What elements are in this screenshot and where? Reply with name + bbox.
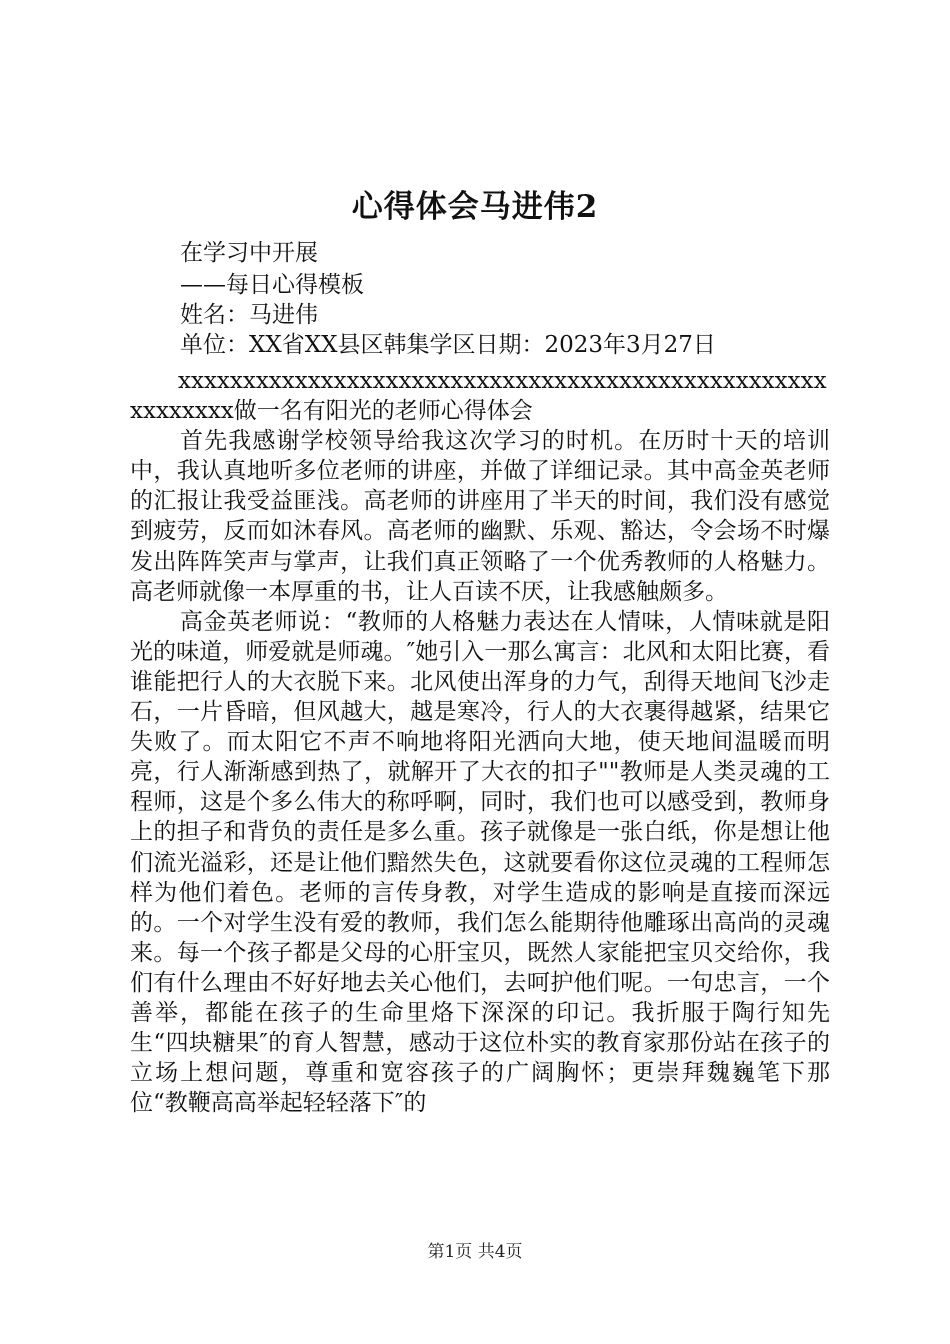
unit-date-line: 单位：XX省XX县区韩集学区日期：2023年3月27日	[180, 332, 716, 358]
document-body	[130, 366, 830, 1118]
paragraph-1: 首先我感谢学校领导给我这次学习的时机。在历时十天的培训中，我认真地听多位老师的讲座，并做了详细记录。其中高金英老师的汇报让我受益匪浅。高老师的讲座用了半天的时间，我们没有感觉到疲劳，反而如沐春风。高老师的幽默、乐观、豁达，令会场不时爆发出阵阵笑声与掌声，让我们真正领略了一个优秀教师的人格魅力。高老师就像一本厚重的书，让人百读不厌，让我感触颇多。	[130, 428, 830, 605]
page-footer: 第1页 共4页	[427, 1242, 523, 1262]
paragraph-2: 高金英老师说：“教师的人格魅力表达在人情味，人情味就是阳光的味道，师爱就是师魂。″她引入一那么寓言：北风和太阳比赛，看谁能把行人的大衣脱下来。北风使出浑身的力气，刮得天地间飞沙走石，一片昏暗，但风越大，越是寒冷，行人的大衣裹得越紧，结果它失败了。而太阳它不声不响地将阳光洒向大地，使天地间温暖而明亮，行人渐渐感到热了，就解开了大衣的扣子""教师是人类灵魂的工程师，这是个多么伟大的称呼啊，同时，我们也可以感受到，教师身上的担子和背负的责任是多么重。孩子就像是一张白纸，你是想让他们流光溢彩，还是让他们黯然失色，这就要看你这位灵魂的工程师怎样为他们着色。老师的言传身教，对学生造成的影响是直接而深远的。一个对学生没有爱的教师，我们怎么能期待他雕琢出高尚的灵魂来。每一个孩子都是父母的心肝宝贝，既然人家能把宝贝交给你，我们有什么理由不好好地去关心他们，去呵护他们呢。一句忠言，一个善举，都能在孩子的生命里烙下深深的印记。我折服于陶行知先生“四块糖果″的育人智慧，感动于这位朴实的教育家那份站在孩子的立场上想问题，尊重和宽容孩子的广阔胸怀；更崇拜魏巍笔下那位“教鞭高高举起轻轻落下″的	[130, 608, 830, 1117]
author-line: 姓名：马进伟	[180, 302, 318, 328]
document-title: 心得体会马进伟2	[351, 189, 599, 225]
subtitle-line: 在学习中开展	[180, 240, 318, 266]
template-line: ——每日心得模板	[180, 272, 364, 298]
paragraph-heading: xxxxxxxxxxxxxxxxxxxxxxxxxxxxxxxxxxxxxxxxxxxxxxxxxxxxxxxxxx做一名有阳光的老师心得体会	[130, 368, 827, 425]
